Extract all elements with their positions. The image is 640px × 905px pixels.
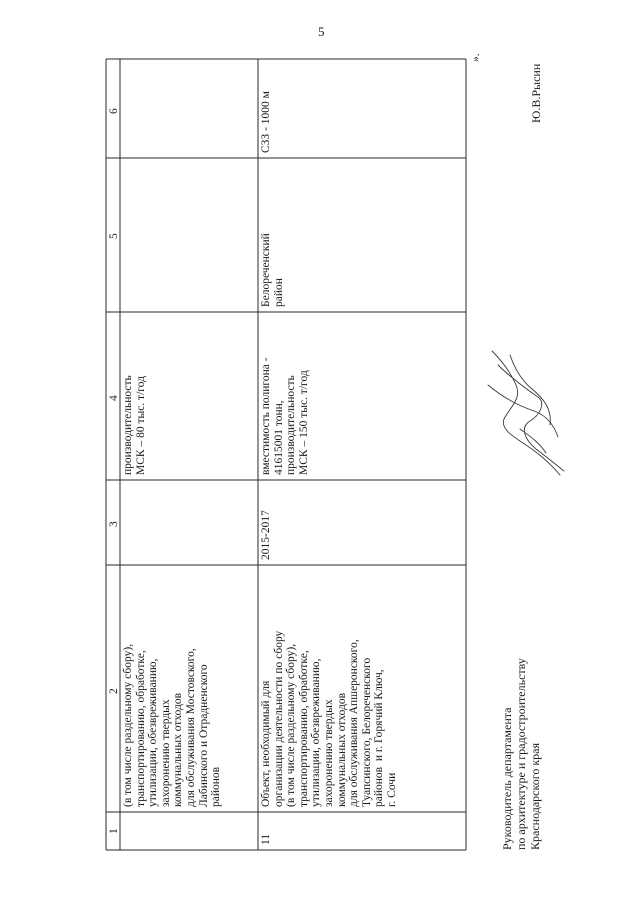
continuation-row-capacity: производительность МСК – 80 тыс. т/год <box>122 375 147 475</box>
column-number-5: 5 <box>108 233 120 239</box>
row-11-number: 11 <box>260 833 272 845</box>
row-11-location: Белореченский район <box>260 233 285 307</box>
signatory-name: Ю.В.Рысин <box>529 63 543 123</box>
row-11-period: 2015-2017 <box>260 510 272 560</box>
column-number-1: 1 <box>108 828 120 834</box>
column-number-6: 6 <box>108 108 120 114</box>
row-11-name: Объект, необходимый для организации деятельности по сбору (в том числе раздельному сбору), транспортированию, обработке, утилизации, обезвреживанию, захоронению твердых коммунальных отходов для обслуживания Апшеронского, Туапсинского, Белореченского районов и г. Горячий Ключ, г. Сочи <box>260 630 398 807</box>
signatory-position: Руководитель департамента по архитектуре и градостроительству Краснодарского края <box>500 658 542 850</box>
continuation-row-name: (в том числе раздельному сбору), транспортированию, обработке, утилизации, обезвреживанию, захоронению твердых коммунальных отходов для обслуживания Мостовского, Лабинского и Отрадненского районов <box>122 643 223 807</box>
row-11-capacity: вместимость полигона - 41615001 тонн, производительность МСК – 150 тыс. т/год <box>260 357 310 475</box>
signature-mark <box>480 345 570 480</box>
row-11-zone: СЗЗ - 1000 м <box>260 91 272 153</box>
page-number: 5 <box>318 24 325 39</box>
column-number-2: 2 <box>108 688 120 694</box>
column-number-3: 3 <box>108 521 120 527</box>
column-number-4: 4 <box>108 395 120 401</box>
closing-quote: ». <box>470 53 482 62</box>
